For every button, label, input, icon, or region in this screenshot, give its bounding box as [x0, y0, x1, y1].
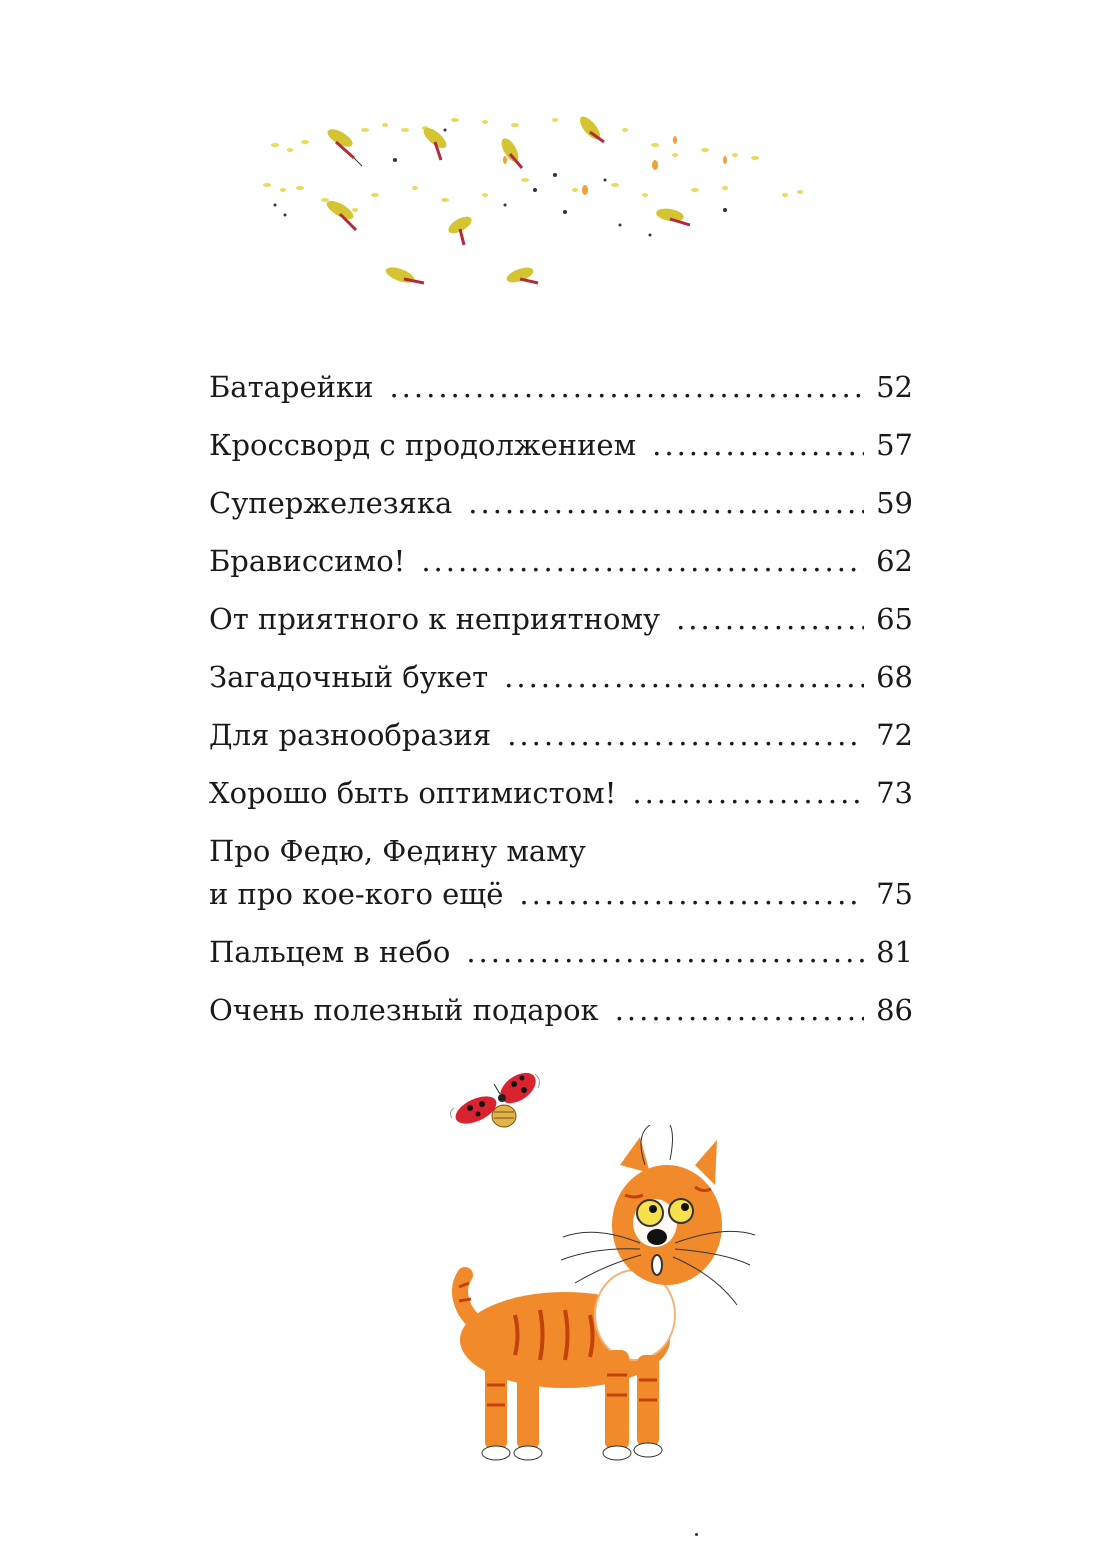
cat-icon	[459, 1125, 755, 1460]
toc-entry-title: Пальцем в небо	[209, 935, 451, 969]
mosquito-icon	[324, 113, 690, 285]
toc-entry[interactable]	[209, 482, 913, 525]
dot-leader	[468, 482, 864, 525]
toc-entry[interactable]	[209, 989, 913, 1032]
dot-leader	[676, 598, 864, 641]
cat-illustration	[445, 1125, 765, 1515]
dot-leader	[507, 714, 864, 757]
dot-leader	[389, 366, 864, 409]
toc-entry-page: 52	[876, 370, 913, 404]
toc-entry-page: 57	[876, 428, 913, 462]
toc-entry[interactable]	[209, 656, 913, 699]
toc-entry[interactable]	[209, 540, 913, 583]
toc-entry-title: Кроссворд с продолжением	[209, 428, 637, 462]
toc-entry-page: 72	[876, 718, 913, 752]
toc-entry-title: От приятного к неприятному	[209, 602, 661, 636]
toc-entry[interactable]	[209, 424, 913, 467]
dot-leader	[615, 989, 864, 1032]
toc-entry[interactable]	[209, 772, 913, 815]
mosquito-swarm-illustration	[255, 100, 815, 310]
toc-entry-page: 81	[876, 935, 913, 969]
toc-entry[interactable]	[209, 598, 913, 641]
toc-entry[interactable]	[209, 366, 913, 409]
toc-entry-page: 59	[876, 486, 913, 520]
toc-entry-title: Очень полезный подарок	[209, 993, 599, 1027]
toc-entry-page: 65	[876, 602, 913, 636]
dot-leader	[421, 540, 864, 583]
toc-entry[interactable]	[209, 931, 913, 974]
toc-entry[interactable]	[209, 830, 913, 916]
toc-entry-title: Батарейки	[209, 370, 374, 404]
dot-leader	[466, 931, 864, 974]
toc-entry-title: Супержелезяка	[209, 486, 453, 520]
ladybug-icon	[450, 1067, 541, 1130]
toc-entry-page: 62	[876, 544, 913, 578]
toc-entry-page: 68	[876, 660, 913, 694]
toc-entry-page: 73	[876, 776, 913, 810]
dot-leader	[519, 873, 864, 916]
toc-entry-page: 75	[876, 877, 913, 911]
dot-leader	[632, 772, 864, 815]
toc-entry-title: Загадочный букет	[209, 660, 489, 694]
toc-entry-title: Хорошо быть оптимистом!	[209, 776, 617, 810]
toc-entry-title-line1: Про Федю, Федину маму	[209, 834, 586, 868]
toc-entry-title: Брависсимо!	[209, 544, 406, 578]
toc-entry-page: 86	[876, 993, 913, 1027]
dot-leader	[504, 656, 864, 699]
page-mark	[695, 1533, 698, 1536]
toc-entry-title: Для разнообразия	[209, 718, 492, 752]
dot-leader	[652, 424, 864, 467]
toc-entry[interactable]	[209, 714, 913, 757]
table-of-contents	[209, 366, 913, 1047]
toc-entry-title-line2: и про кое-кого ещё	[209, 877, 504, 911]
